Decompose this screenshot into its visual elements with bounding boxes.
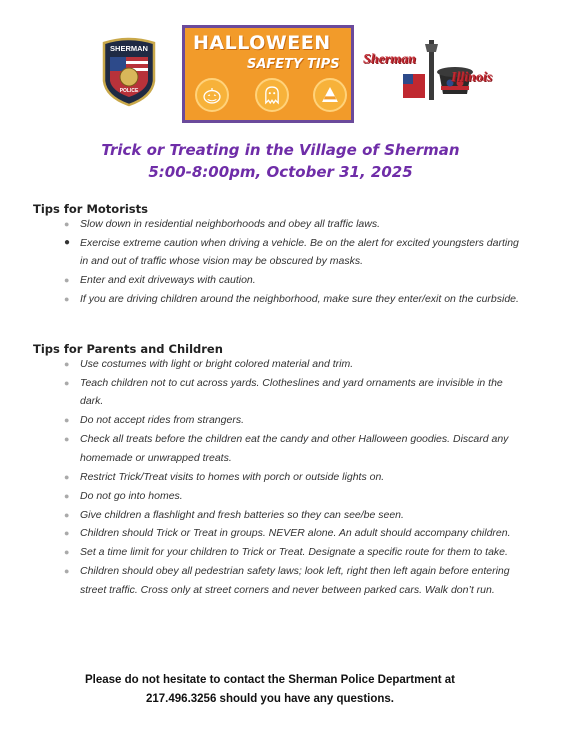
halloween-safety-banner	[182, 25, 354, 123]
list-item: ● Children should Trick or Treat in groups. NEVER alone. An adult should accompany children.	[64, 527, 511, 540]
list-item: ● Give children a flashlight and fresh batteries so they can see/be seen.	[64, 508, 404, 521]
logo-illinois-word: Illinois	[451, 70, 493, 85]
list-item: ● Restrict Trick/Treat visits to homes with porch or outside lights on.	[64, 470, 385, 483]
list-item: ● Set a time limit for your children to Trick or Treat. Designate a specific route for them to take.	[64, 546, 508, 559]
parents-heading: Tips for Parents and Children	[33, 342, 223, 356]
contact-line-2: 217.496.3256 should you have any questions.	[146, 693, 394, 705]
contact-line-1: Please do not hesitate to contact the Sherman Police Department at	[84, 674, 455, 686]
list-item: ● Children should obey all pedestrian safety laws; look left, right then left again before entering street traffic. Cross only at street corners and never between parked cars. Walk don’t run.	[64, 565, 510, 596]
list-item: ● Use costumes with light or bright colored material and trim.	[64, 358, 354, 370]
ghost-icon	[255, 78, 289, 112]
list-item: ● Teach children not to cut across yards. Clotheslines and yard ornaments are invisible in the dark.	[64, 376, 503, 408]
list-item: ● Do not accept rides from strangers.	[64, 414, 244, 427]
page-title: Trick or Treating in the Village of Sherman	[101, 141, 460, 159]
police-badge-logo	[100, 37, 158, 107]
motorists-tips-list	[62, 215, 524, 309]
list-item: ● Exercise extreme caution when driving a vehicle. Be on the alert for excited youngsters darting in and out of traffic whose vision may be obscured by masks.	[64, 236, 519, 268]
list-item: ● Enter and exit driveways with caution.	[64, 274, 256, 287]
event-date-time: 5:00-8:00pm, October 31, 2025	[148, 163, 413, 181]
banner-title: HALLOWEEN	[193, 32, 331, 54]
banner-subtitle: SAFETY TIPS	[247, 57, 340, 72]
badge-sub-text: POLICE	[119, 88, 139, 94]
list-item: ● Slow down in residential neighborhoods and obey all traffic laws.	[64, 218, 381, 230]
list-item: ● Do not go into homes.	[64, 489, 183, 502]
sherman-illinois-logo	[363, 38, 513, 104]
candy-corn-icon	[313, 78, 347, 112]
logo-sherman-word: Sherman	[363, 52, 416, 67]
parents-tips-list	[62, 355, 524, 600]
badge-text: SHERMAN	[110, 44, 148, 53]
list-item: ● Check all treats before the children eat the candy and other Halloween goodies. Discard any homemade or unwrapped treats.	[64, 433, 509, 464]
pumpkin-icon	[195, 78, 229, 112]
list-item: ● If you are driving children around the neighborhood, make sure they enter/exit on the curbside.	[64, 293, 519, 306]
motorists-heading: Tips for Motorists	[33, 202, 148, 216]
